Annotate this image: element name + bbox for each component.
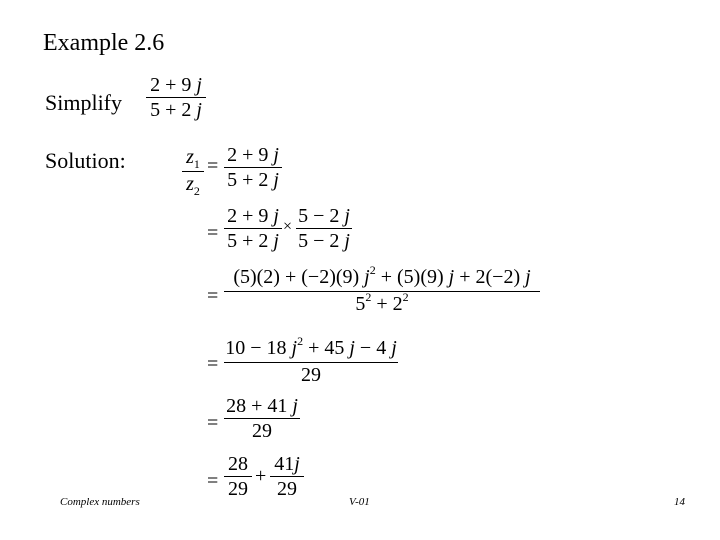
step4-numerator: 10 − 18 $j^2 + 45$ j − 4 j	[225, 334, 397, 359]
step2b-numerator: 5 − 2 j	[298, 205, 350, 227]
step1-numerator: 2 + 9 j	[227, 144, 279, 166]
step5-denominator: 29	[252, 420, 272, 442]
z1: $z_1$	[186, 146, 200, 171]
simplify-label: Simplify	[45, 90, 123, 115]
equals-sign: =	[207, 412, 219, 434]
step6-fraction-b	[270, 453, 304, 500]
z-ratio	[182, 146, 204, 197]
equals-sign: =	[207, 222, 219, 244]
step1-denominator: 5 + 2 j	[227, 169, 279, 191]
problem-denominator: 5 + 2 j	[150, 99, 202, 121]
fraction-bar	[296, 228, 352, 229]
equals-sign: =	[207, 155, 219, 177]
fraction-bar	[224, 291, 540, 292]
step5-numerator: 28 + 41 j	[226, 395, 298, 417]
fraction-bar	[270, 476, 304, 477]
step2-fraction-a	[224, 205, 282, 252]
solution-label: Solution:	[45, 148, 126, 173]
step4-fraction	[224, 334, 398, 386]
fraction-bar	[182, 171, 204, 172]
equals-sign: =	[207, 353, 219, 375]
footer-center: V-01	[349, 496, 370, 508]
step6a-numerator: 28	[228, 453, 248, 475]
fraction-bar	[224, 228, 282, 229]
fraction-bar	[224, 476, 252, 477]
step2a-denominator: 5 + 2 j	[227, 230, 279, 252]
step6b-numerator: 41j	[274, 453, 300, 475]
problem-fraction	[146, 74, 206, 121]
page-number: 14	[674, 496, 685, 508]
step3-denominator: $5^2 + 2^2$	[355, 290, 409, 315]
equals-sign: =	[207, 285, 219, 307]
fraction-bar	[224, 362, 398, 363]
step6a-denominator: 29	[228, 478, 248, 500]
step3-fraction	[224, 263, 540, 317]
step1-fraction	[224, 144, 282, 191]
fraction-bar	[146, 97, 206, 98]
step6b-denominator: 29	[277, 478, 297, 500]
z2: $z_2$	[186, 173, 200, 198]
step5-fraction	[224, 395, 300, 442]
step2a-numerator: 2 + 9 j	[227, 205, 279, 227]
step3-numerator: (5)(2) + (−2)(9) $j^2 + (5)(9) j + 2(-2)$ j	[233, 263, 531, 288]
step6-fraction-a	[224, 453, 252, 500]
slide-title: Example 2.6	[43, 30, 165, 56]
equals-sign: =	[207, 470, 219, 492]
step2-fraction-b	[296, 205, 352, 252]
step4-denominator: 29	[301, 364, 321, 386]
times-sign: ×	[283, 218, 293, 235]
step2b-denominator: 5 − 2 j	[298, 230, 350, 252]
fraction-bar	[224, 418, 300, 419]
problem-numerator: 2 + 9 j	[150, 74, 202, 96]
fraction-bar	[224, 167, 282, 168]
plus-sign: +	[255, 465, 267, 487]
footer-left: Complex numbers	[60, 496, 140, 508]
